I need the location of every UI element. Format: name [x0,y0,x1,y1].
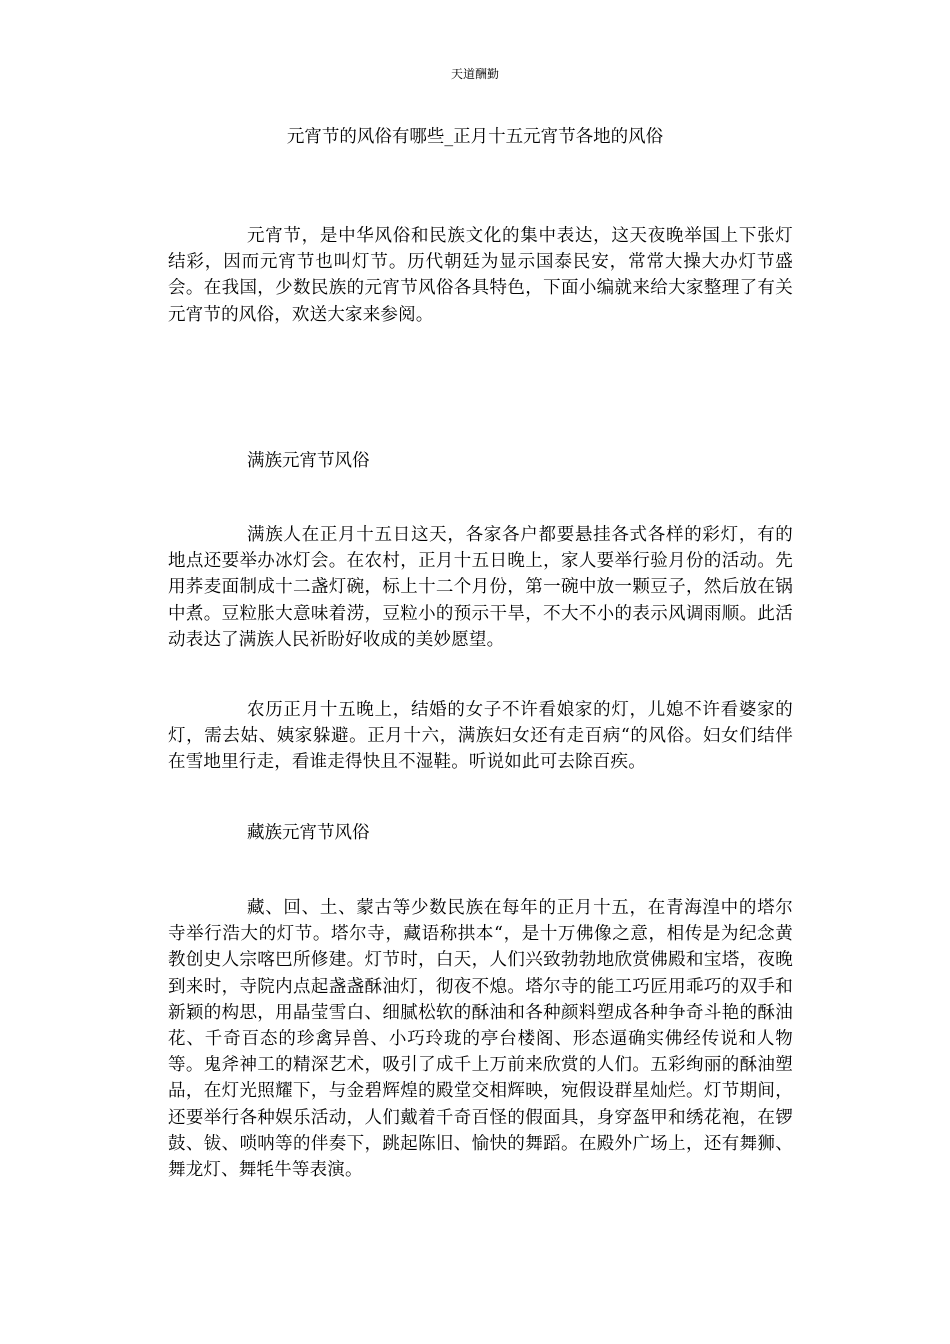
section-heading-manchu: 满族元宵节风俗 [247,451,370,471]
page-header: 天道酬勤 [450,67,499,81]
paragraph-manchu-lanterns: 满族人在正月十五日这天，各家各户都要悬挂各式各样的彩灯，有的地点还要举办冰灯会。在农村，正月十五日晚上，家人要举行验月份的活动。先用荞麦面制成十二盏灯碗，标上十二个月份，第一碗中放一颗豆子，然后放在锅中煮。豆粒胀大意味着涝，豆粒小的预示干旱，不大不小的表示风调雨顺。此活动表达了满族人民祈盼好收成的美妙愿望。 [168,525,793,650]
intro-paragraph: 元宵节，是中华风俗和民族文化的集中表达，这天夜晚举国上下张灯结彩，因而元宵节也叫灯节。历代朝廷为显示国泰民安，常常大操大办灯节盛会。在我国，少数民族的元宵节风俗各具特色，下面小编就来给大家整理了有关元宵节的风俗，欢送大家来参阅。 [168,226,793,325]
section-heading-tibetan: 藏族元宵节风俗 [247,823,370,843]
paragraph-manchu-customs: 农历正月十五晚上，结婚的女子不许看娘家的灯，儿媳不许看婆家的灯，需去姑、姨家躲避。正月十六，满族妇女还有走百病“的风俗。妇女们结伴在雪地里行走，看谁走得快且不湿鞋。听说如此可去除百疾。 [168,700,793,773]
paragraph-tibetan-festival: 藏、回、土、蒙古等少数民族在每年的正月十五，在青海湟中的塔尔寺举行浩大的灯节。塔尔寺，藏语称拱本“，是十万佛像之意，相传是为纪念黄教创史人宗喀巴所修建。灯节时，白天，人们兴致勃勃地欣赏佛殿和宝塔，夜晚到来时，寺院内点起盏盏酥油灯，彻夜不熄。塔尔寺的能工巧匠用乖巧的双手和新颖的构思，用晶莹雪白、细腻松软的酥油和各种颜料塑成各种争奇斗艳的酥油花、千奇百态的珍禽异兽、小巧玲珑的亭台楼阁、形态逼确实佛经传说和人物等。鬼斧神工的精深艺术，吸引了成千上万前来欣赏的人们。五彩绚丽的酥油塑品，在灯光照耀下，与金碧辉煌的殿堂交相辉映，宛假设群星灿烂。灯节期间，还要举行各种娱乐活动，人们戴着千奇百怪的假面具，身穿盔甲和绣花袍，在锣鼓、钹、唢呐等的伴奏下，跳起陈旧、愉快的舞蹈。在殿外广场上，还有舞狮、舞龙灯、舞牦牛等表演。 [168,898,793,1181]
document-title: 元宵节的风俗有哪些_正月十五元宵节各地的风俗 [286,127,664,147]
